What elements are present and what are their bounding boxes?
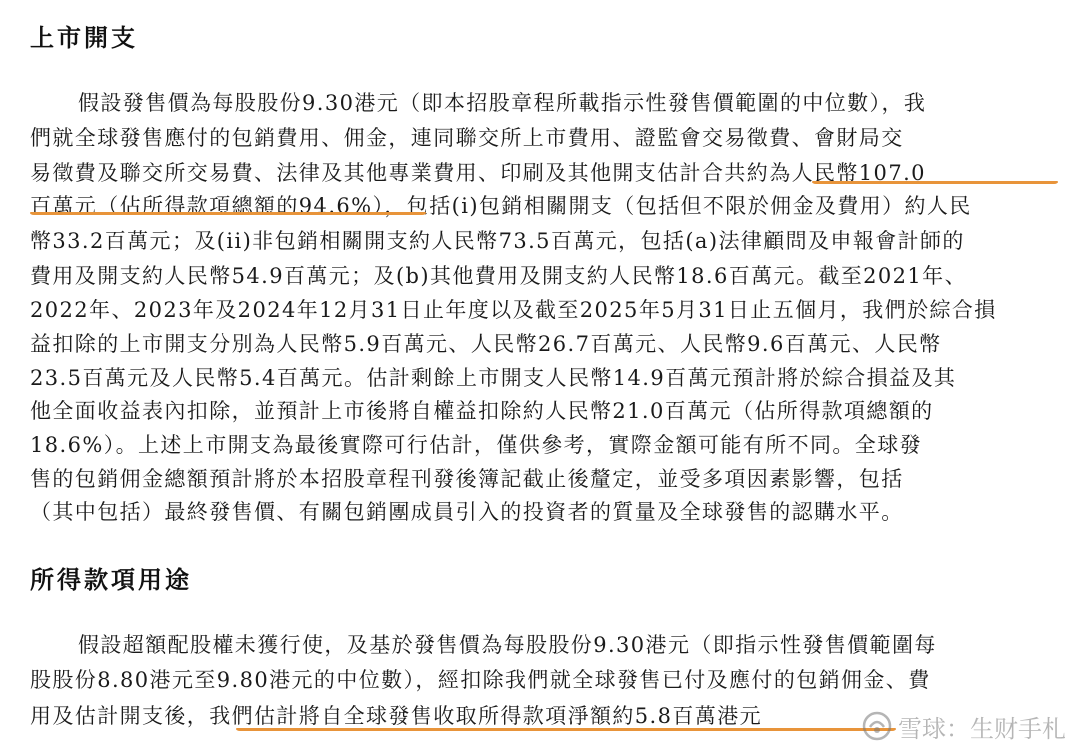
watermark [862, 709, 1066, 743]
highlight-underline [30, 212, 426, 215]
paragraph-line: 易徵費及聯交所交易費、法律及其他專業費用、印刷及其他開支估計合共約為人民幣107.0 [30, 161, 926, 185]
paragraph-line: 益扣除的上市開支分別為人民幣5.9百萬元、人民幣26.7百萬元、人民幣9.6百萬元、人民幣 [30, 332, 942, 356]
paragraph-line: 2022年、2023年及2024年12月31日止年度以及截至2025年5月31日止五個月，我們於綜合損 [30, 298, 997, 322]
paragraph-line: 幣33.2百萬元；及(ii)非包銷相關開支約人民幣73.5百萬元，包括(a)法律顧問及申報會計師的 [30, 229, 965, 253]
section-heading-use-of-proceeds: 所得款項用途 [30, 566, 192, 594]
paragraph-line: 假設發售價為每股股份9.30港元（即本招股章程所載指示性發售價範圍的中位數），我 [78, 91, 927, 115]
paragraph-line: 股股份8.80港元至9.80港元的中位數），經扣除我們就全球發售已付及應付的包銷佣金、費 [30, 668, 931, 692]
paragraph-line: 他全面收益表內扣除，並預計上市後將自權益扣除約人民幣21.0百萬元（佔所得款項總額的 [30, 399, 934, 423]
paragraph-line: 費用及開支約人民幣54.9百萬元；及(b)其他費用及開支約人民幣18.6百萬元。截至2021年、 [30, 264, 967, 288]
highlight-underline [812, 181, 1058, 184]
paragraph-line: 售的包銷佣金總額預計將於本招股章程刊發後簿記截止後釐定，並受多項因素影響，包括 [30, 467, 904, 491]
paragraph-line: （其中包括）最終發售價、有關包銷團成員引入的投資者的質量及全球發售的認購水平。 [30, 500, 904, 524]
paragraph-line: 23.5百萬元及人民幣5.4百萬元。估計剩餘上市開支人民幣14.9百萬元預計將於綜合損益及其 [30, 366, 957, 390]
paragraph-line: 們就全球發售應付的包銷費用、佣金，連同聯交所上市費用、證監會交易徵費、會財局交 [30, 126, 904, 150]
paragraph-line: 18.6%）。上述上市開支為最後實際可行估計，僅供參考，實際金額可能有所不同。全球發 [30, 433, 923, 457]
paragraph-line: 百萬元（佔所得款項總額的94.6%），包括(i)包銷相關開支（包括但不限於佣金及費用）約人民 [30, 194, 972, 218]
highlight-underline [236, 728, 896, 731]
snowball-logo-icon [862, 711, 892, 741]
section-heading-listing-expenses: 上市開支 [30, 24, 138, 52]
paragraph-line: 用及估計開支後，我們估計將自全球發售收取所得款項淨額約5.8百萬港元 [30, 704, 762, 728]
watermark-text: 雪球：生财手札 [898, 714, 1066, 743]
paragraph-line: 假設超額配股權未獲行使，及基於發售價為每股股份9.30港元（即指示性發售價範圍每 [78, 633, 937, 657]
